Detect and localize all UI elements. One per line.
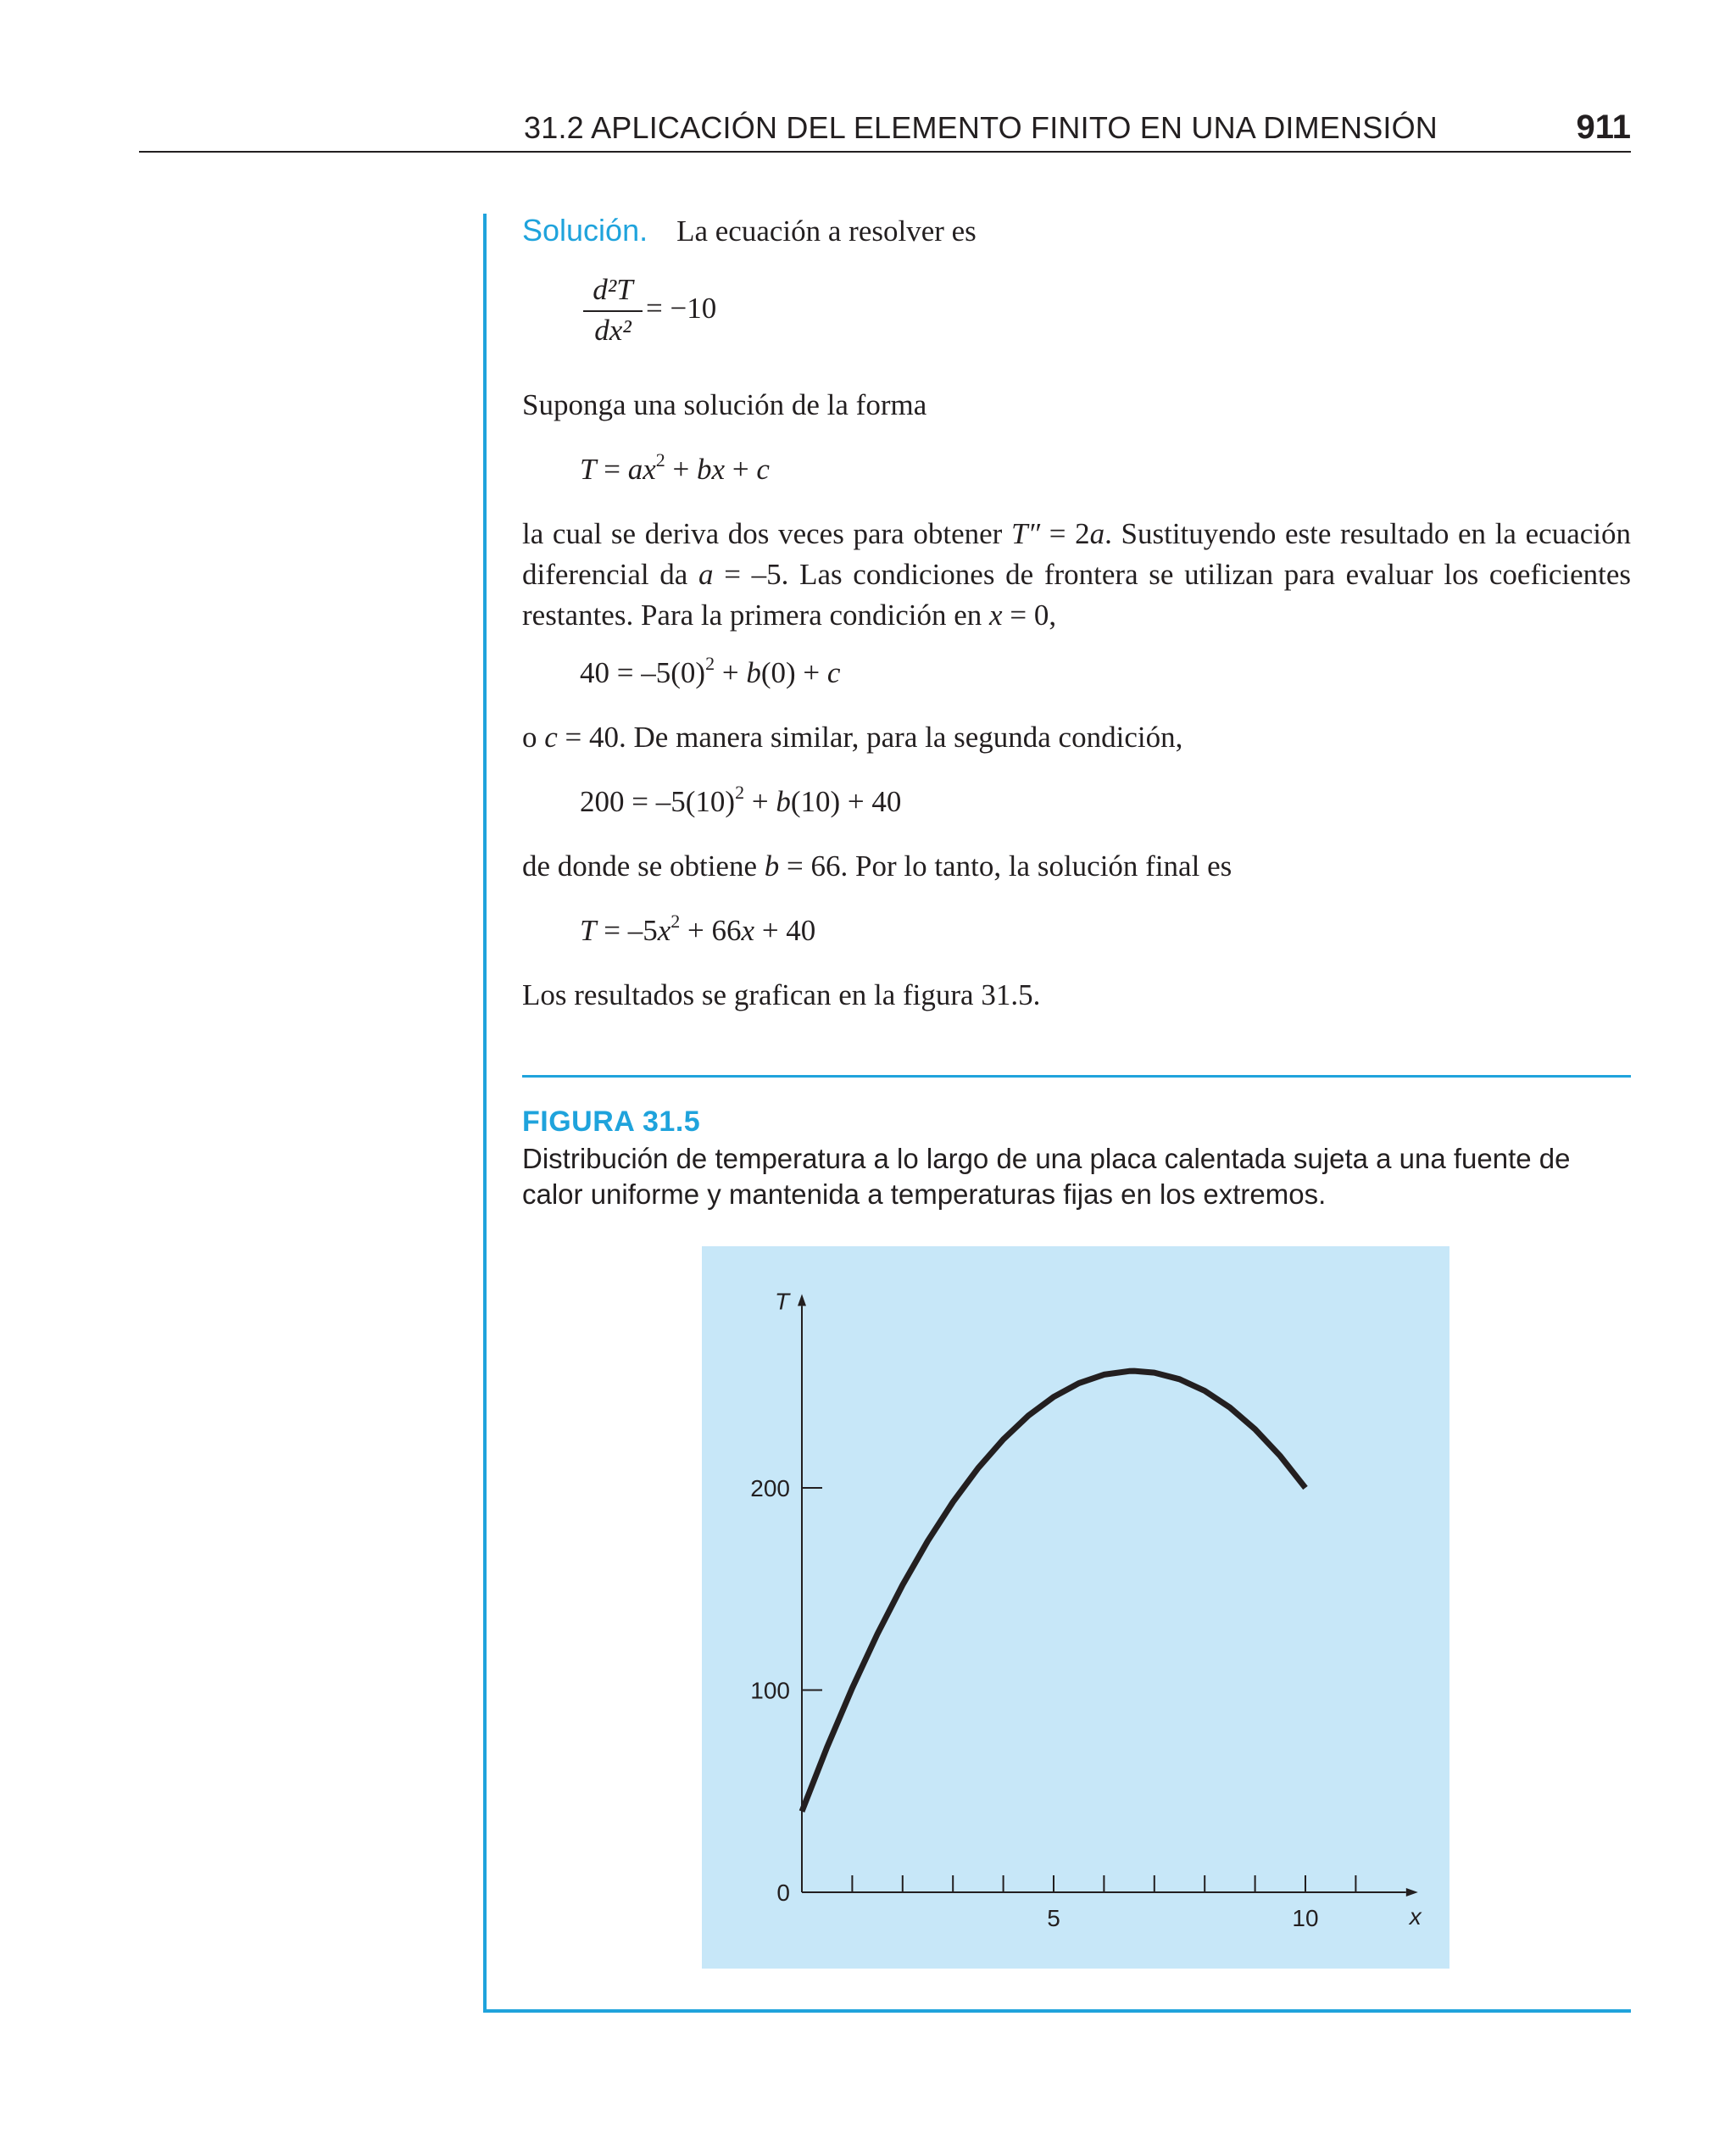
c-text-2: = 40. De manera similar, para la segunda condición, xyxy=(557,721,1183,754)
assume-text: Suponga una solución de la forma xyxy=(522,388,927,421)
figure-title: FIGURA 31.5 xyxy=(522,1106,701,1138)
running-head-title: 31.2 APLICACIÓN DEL ELEMENTO FINITO EN UNA DIMENSIÓN xyxy=(524,110,1438,145)
y-axis-label: T xyxy=(775,1288,790,1315)
eq-form-b: bx xyxy=(697,453,726,486)
equation-form: $T = ax^2$ + bx + c xyxy=(580,449,770,486)
final-x-2: x xyxy=(741,914,755,947)
x-tick-label: 5 xyxy=(1047,1905,1060,1931)
derive-text-4: = –5. Las condiciones de frontera se utilizan para evaluar los coeficientes restantes. Para la primera condición en xyxy=(522,558,1631,632)
y-tick-label: 100 xyxy=(750,1677,790,1704)
figure-caption: Distribución de temperatura a lo largo de una placa calentada sujeta a una fuente de calor uniforme y mantenida a temperaturas fijas en los extremos. xyxy=(522,1143,1571,1210)
b-paragraph xyxy=(522,846,1631,887)
derive-a-2: a xyxy=(698,558,714,591)
x-axis-label: x xyxy=(1409,1903,1422,1930)
bc1-b: b xyxy=(746,656,761,689)
bc2-c-text: (10) + 40 xyxy=(790,785,902,818)
ode-numerator: d²T xyxy=(593,273,633,306)
final-b: + 66 xyxy=(680,914,742,947)
temperature-chart xyxy=(702,1246,1449,1969)
derive-a: a xyxy=(1089,517,1105,550)
final-c: + 40 xyxy=(754,914,816,947)
b-var: b xyxy=(764,849,780,883)
bc2-a: 200 = –5(10) xyxy=(580,785,736,818)
bottom-rule xyxy=(483,2009,1631,2013)
bc1-c: c xyxy=(826,656,841,689)
derive-x: x xyxy=(989,599,1003,632)
b-text-2: = 66. Por lo tanto, la solución final es xyxy=(779,849,1232,883)
closing-sentence: Los resultados se grafican en la figura 31.5. xyxy=(522,978,1041,1011)
bc1-plus: + xyxy=(715,656,747,689)
header-rule xyxy=(139,151,1631,153)
solution-intro xyxy=(522,210,1631,252)
derive-text-1: la cual se deriva dos veces para obtener xyxy=(522,517,1011,550)
bc2-plus: + xyxy=(744,785,776,818)
c-var: c xyxy=(544,721,558,754)
eq-form-lhs: T xyxy=(580,453,597,486)
bc1-c-text: (0) + xyxy=(760,656,827,689)
y-tick-label: 0 xyxy=(776,1880,790,1906)
derive-text-3: . Sustituyendo este resultado en la ecuación diferencial da xyxy=(522,517,1631,591)
temperature-curve xyxy=(802,1371,1305,1812)
c-text-1: o xyxy=(522,721,545,754)
ode-rhs: = −10 xyxy=(646,292,717,325)
solution-intro-text: La ecuación a resolver es xyxy=(676,214,976,248)
eq-form-c: c xyxy=(756,453,770,486)
ode-fraction-line xyxy=(583,310,643,312)
c-paragraph xyxy=(522,717,1631,758)
derive-text-2: = 2 xyxy=(1040,517,1090,550)
eq-form-a: ax xyxy=(627,453,656,486)
ode-denominator: dx² xyxy=(594,314,632,347)
y-axis-arrow xyxy=(798,1294,806,1306)
x-axis-arrow xyxy=(1406,1888,1418,1897)
side-accent-bar xyxy=(483,214,487,2013)
page-number: 911 xyxy=(1576,109,1631,146)
solution-label: Solución. xyxy=(522,213,648,248)
derive-T-double-prime: T″ xyxy=(1010,517,1041,550)
figure-rule xyxy=(522,1075,1631,1078)
final-x: x xyxy=(657,914,671,947)
derive-text-5: = 0, xyxy=(1002,599,1057,632)
b-text-1: de donde se obtiene xyxy=(522,849,765,883)
equation-bc1: $40 = -5(0)^2 + b(0) + c$ xyxy=(580,653,841,689)
x-tick-label: 10 xyxy=(1292,1905,1319,1931)
chart-panel xyxy=(702,1246,1449,1969)
final-a: = –5 xyxy=(596,914,658,947)
bc1-a: 40 = –5(0) xyxy=(580,656,706,689)
equation-bc2: $200 = -5(10)^2 + b(10) + 40$ xyxy=(580,782,902,818)
y-tick-label: 200 xyxy=(750,1475,790,1501)
derive-paragraph xyxy=(522,514,1631,636)
bc2-b: b xyxy=(776,785,791,818)
equation-final: $T = -5x^2 + 66x + 40$ xyxy=(580,911,816,947)
final-T: T xyxy=(580,914,597,947)
